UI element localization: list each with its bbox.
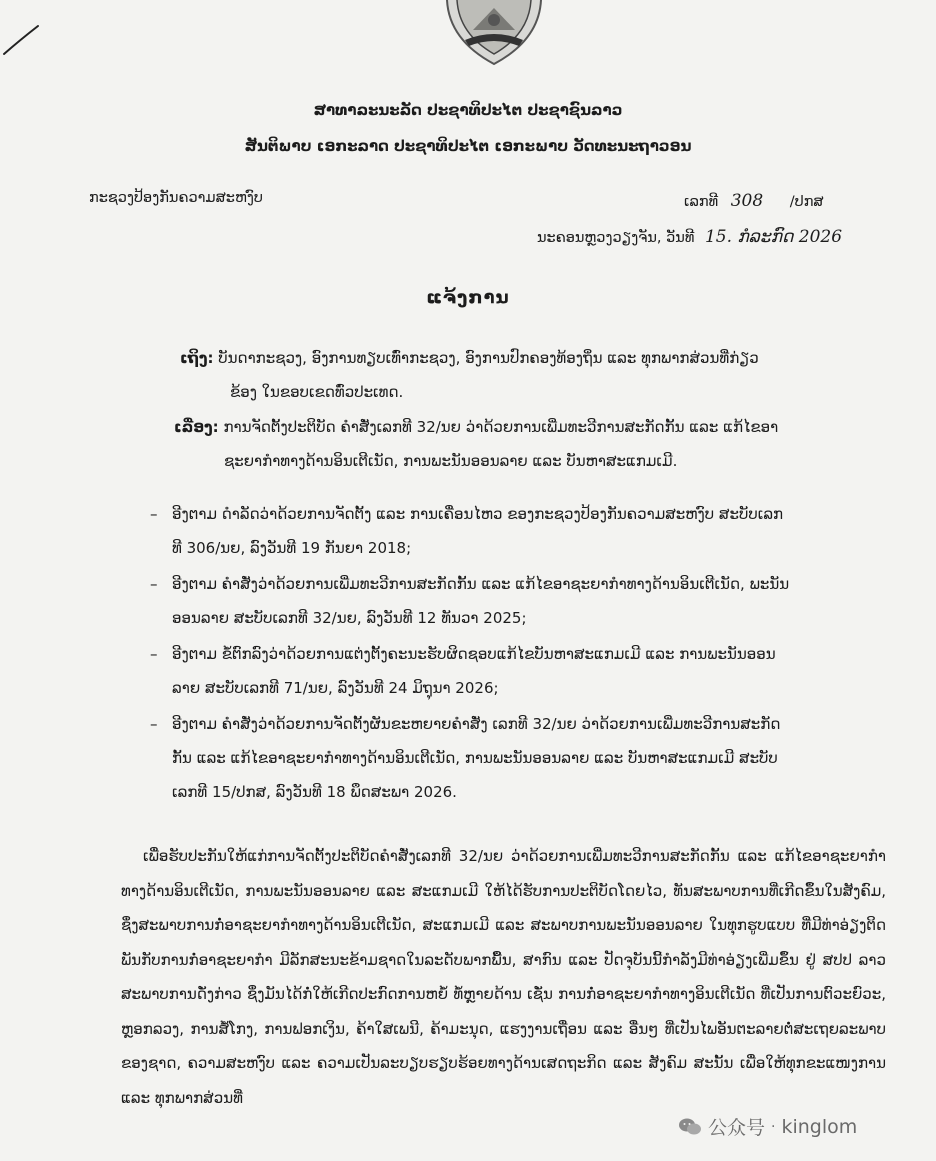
document-number-prefix: ເລກທີ (684, 194, 719, 210)
reference-line: ອີງຕາມ ຂໍ້ຕົກລົງວ່າດ້ວຍການແຕ່ງຕັ້ງຄະນະຮັບຜິດຊອບແກ້ໄຂບັນຫາສະແກມເມີ ແລະ ການພະນັນອອນ (172, 645, 776, 663)
reference-item (150, 707, 890, 809)
document-number-suffix: /ປກສ (789, 194, 824, 210)
pen-stroke-mark (2, 18, 42, 58)
reference-dash: – (150, 645, 158, 663)
reference-item (150, 637, 890, 705)
subject-label: ເລື່ອງ: (174, 418, 219, 436)
national-header-motto: ສັນຕິພາບ ເອກະລາດ ປະຊາທິປະໄຕ ເອກະພາບ ວັດທະນະຖາວອນ (244, 137, 692, 155)
reference-line: ອີງຕາມ ຄຳສັ່ງວ່າດ້ວຍການເພີ່ມທະວີການສະກັດກັ້ນ ແລະ ແກ້ໄຂອາຊະຍາກຳທາງດ້ານອິນເຕີເນັດ, ພະນັນ (172, 575, 790, 593)
reference-line: ກັ້ນ ແລະ ແກ້ໄຂອາຊະຍາກຳທາງດ້ານອິນເຕີເນັດ, ການພະນັນອອນລາຍ ແລະ ບັນຫາສະແກມເມີ ສະບັບ (172, 749, 778, 767)
addressee-line2: ຂ້ອງ ໃນຂອບເຂດທົ່ວປະເທດ. (230, 383, 404, 401)
reference-dash: – (150, 715, 158, 733)
document-number-value: 308 (730, 191, 764, 211)
ministry-name: ກະຊວງປ້ອງກັນຄວາມສະຫງົບ (89, 190, 263, 206)
national-header-line1: ສາທາລະນະລັດ ປະຊາທິປະໄຕ ປະຊາຊົນລາວ (313, 101, 623, 119)
wechat-icon (678, 1117, 702, 1137)
addressee-line1: ບັນດາກະຊວງ, ອົງການທຽບເທົ່າກະຊວງ, ອົງການປົກຄອງທ້ອງຖິ່ນ ແລະ ທຸກພາກສ່ວນທີ່ກ່ຽວ (218, 349, 759, 367)
subject-block (174, 410, 886, 478)
reference-line: ທີ 306/ນຍ, ລົງວັນທີ 19 ກັນຍາ 2018; (172, 539, 412, 557)
wechat-watermark (678, 1113, 857, 1140)
subject-line1: ການຈັດຕັ້ງປະຕິບັດ ຄຳສັ່ງເລກທີ 32/ນຍ ວ່າດ້ວຍການເພີ່ມທະວີການສະກັດກັ້ນ ແລະ ແກ້ໄຂອາ (223, 418, 779, 436)
watermark-separator: · (771, 1118, 776, 1135)
reference-dash: – (150, 575, 158, 593)
reference-dash: – (150, 505, 158, 523)
addressee-block (180, 341, 880, 409)
reference-line: ລາຍ ສະບັບເລກທີ 71/ນຍ, ລົງວັນທີ 24 ມິຖຸນາ 2026; (172, 679, 499, 697)
date-line-handwritten: 15. ກໍລະກົດ 2026 (704, 227, 843, 247)
national-emblem-icon (443, 0, 545, 66)
subject-line2: ຊະຍາກຳທາງດ້ານອິນເຕີເນັດ, ການພະນັນອອນລາຍ ແລະ ບັນຫາສະແກມເມີ. (224, 452, 678, 470)
watermark-account: kinglom (781, 1115, 858, 1138)
reference-item (150, 567, 890, 635)
date-line (537, 227, 842, 247)
references-list (150, 497, 890, 811)
addressee-label: ເຖິງ: (180, 349, 214, 367)
reference-line: ເລກທີ 15/ປກສ, ລົງວັນທີ 18 ພຶດສະພາ 2026. (172, 783, 457, 801)
date-line-printed: ນະຄອນຫຼວງວຽງຈັນ, ວັນທີ (537, 230, 695, 246)
reference-line: ອີງຕາມ ດຳລັດວ່າດ້ວຍການຈັດຕັ້ງ ແລະ ການເຄື່ອນໄຫວ ຂອງກະຊວງປ້ອງກັນຄວາມສະຫງົບ ສະບັບເລກ (172, 505, 784, 523)
document-title: ແຈ້ງການ (426, 287, 510, 308)
reference-item (150, 497, 890, 565)
reference-line: ອີງຕາມ ຄຳສັ່ງວ່າດ້ວຍການຈັດຕັ້ງຜັນຂະຫຍາຍຄຳສັ່ງ ເລກທີ 32/ນຍ ວ່າດ້ວຍການເພີ່ມທະວີການສະກັດ (172, 715, 781, 733)
body-paragraph: ເພື່ອຮັບປະກັນໃຫ້ແກ່ການຈັດຕັ້ງປະຕິບັດຄຳສັ່ງເລກທີ 32/ນຍ ວ່າດ້ວຍການເພີ່ມທະວີການສະກັດກັ້ນ ແລະ ແກ້ໄຂອາຊະຍາກຳທາງດ້ານອິນເຕີເນັດ, ການພະນັນອອນລາຍ ແລະ ສະແກມເມີ ໃຫ້ໄດ້ຮັບການປະຕິບັດໂດຍໄວ, ທັນສະພາບການທີ່ເກີດຂຶ້ນໃນສັງຄົມ, ຊຶ່ງສະພາບການກໍ່ອາຊະຍາກຳທາງດ້ານອິນເຕີເນັດ, ສະແກມເມີ ແລະ ສະພາບການພະນັນອອນລາຍ ໃນທຸກຮູບແບບ ທີ່ມີທ່າອ່ຽງຕິດພັນກັບການກໍ່ອາຊະຍາກຳ ມີລັກສະນະຂ້າມຊາດໃນລະດັບພາກພື້ນ, ສາກົນ ແລະ ປັດຈຸບັນນີ້ກຳລັງມີທ່າອ່ຽງເພີ່ມຂຶ້ນ ຢູ່ ສປປ ລາວ ສະພາບການດັ່ງກ່າວ ຊຶ່ງມັນໄດ້ກໍ່ໃຫ້ເກີດປະກົດການຫຍໍ້ ທໍ້ຫຼາຍດ້ານ ເຊັ່ນ ການກໍ່ອາຊະຍາກຳທາງອິນເຕີເນັດ ທີ່ເປັນການຕົວະຍົວະ, ຫຼອກລວງ, ການສໍ້ໂກງ, ການຟອກເງິນ, ຄ້າໃສເພນີ, ຄ້າມະນຸດ, ແຮງງານເຖື່ອນ ແລະ ອື່ນໆ ທີ່ເປັນໄພອັນຕະລາຍຕໍ່ສະເຖຍລະພາບຂອງຊາດ, ຄວາມສະຫງົບ ແລະ ຄວາມເປັນລະບຽບຮຽບຮ້ອຍທາງດ້ານເສດຖະກິດ ແລະ ສັງຄົມ ສະນັ້ນ ເພື່ອໃຫ້ທຸກຂະແໜງການ ແລະ ທຸກພາກສ່ວນທີ່ (121, 847, 886, 1107)
watermark-label: 公众号 (708, 1117, 766, 1139)
document-number (684, 191, 824, 211)
reference-line: ອອນລາຍ ສະບັບເລກທີ 32/ນຍ, ລົງວັນທີ 12 ທັນວາ 2025; (172, 609, 527, 627)
